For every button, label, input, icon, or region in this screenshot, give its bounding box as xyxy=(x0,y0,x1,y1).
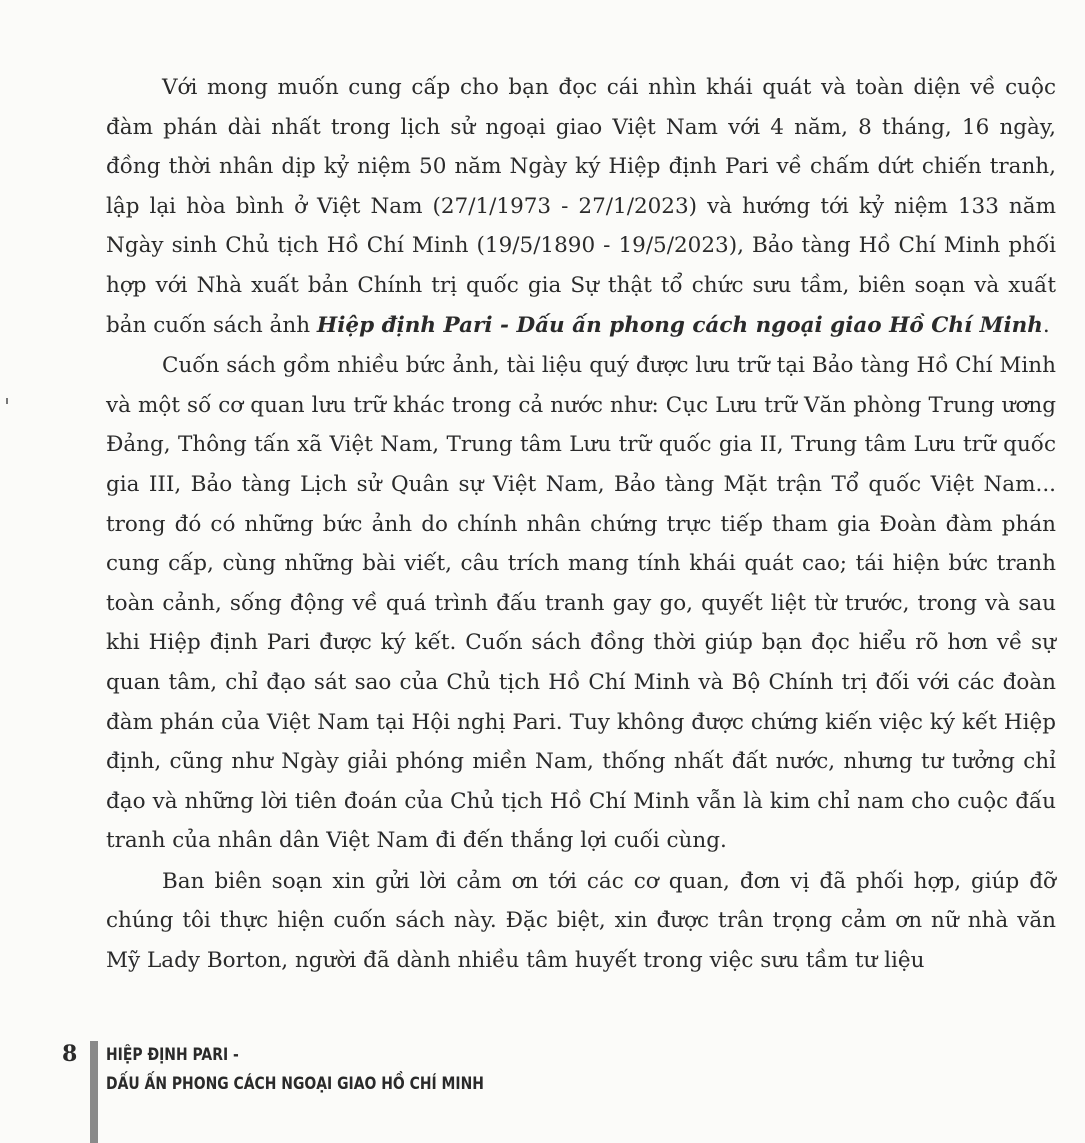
scan-mark xyxy=(6,398,8,404)
running-title xyxy=(106,1041,484,1099)
intro-text: Với mong muốn cung cấp cho bạn đọc cái nhìn khái quát và toàn diện về cuộc đàm phán dài nhất trong lịch sử ngoại giao Việt Nam với 4 năm, 8 tháng, 16 ngày, đồng thời nhân dịp kỷ niệm 50 năm Ngày ký Hiệp định Pari về chấm dứt chiến tranh, lập lại hòa bình ở Việt Nam (27/1/1973 - 27/1/2023) và hướng tới kỷ niệm 133 năm Ngày sinh Chủ tịch Hồ Chí Minh (19/5/1890 - 19/5/2023), Bảo tàng Hồ Chí Minh phối hợp với Nhà xuất bản Chính trị quốc gia Sự thật tổ chức sưu tầm, biên soạn và xuất bản cuốn sách ảnh xyxy=(106,75,1056,338)
book-title-emphasis: Hiệp định Pari - Dấu ấn phong cách ngoại giao Hồ Chí Minh xyxy=(316,312,1043,338)
running-title-line-2: DẤU ẤN PHONG CÁCH NGOẠI GIAO HỒ CHÍ MINH xyxy=(106,1074,484,1094)
running-title-line-1: HIỆP ĐỊNH PARI - xyxy=(106,1045,239,1065)
paragraph-intro xyxy=(106,68,1056,345)
page-number: 8 xyxy=(62,1041,78,1067)
intro-period: . xyxy=(1042,312,1050,338)
paragraph-acknowledgement: Ban biên soạn xin gửi lời cảm ơn tới các cơ quan, đơn vị đã phối hợp, giúp đỡ chúng tôi thực hiện cuốn sách này. Đặc biệt, xin được trân trọng cảm ơn nữ nhà văn Mỹ Lady Borton, người đã dành nhiều tâm huyết trong việc sưu tầm tư liệu xyxy=(106,868,1056,974)
footer-divider-bar xyxy=(90,1041,98,1143)
page-footer xyxy=(0,1037,1085,1143)
paragraph-content-description: Cuốn sách gồm nhiều bức ảnh, tài liệu quý được lưu trữ tại Bảo tàng Hồ Chí Minh và một số cơ quan lưu trữ khác trong cả nước như: Cục Lưu trữ Văn phòng Trung ương Đảng, Thông tấn xã Việt Nam, Trung tâm Lưu trữ quốc gia II, Trung tâm Lưu trữ quốc gia III, Bảo tàng Lịch sử Quân sự Việt Nam, Bảo tàng Mặt trận Tổ quốc Việt Nam... trong đó có những bức ảnh do chính nhân chứng trực tiếp tham gia Đoàn đàm phán cung cấp, cùng những bài viết, câu trích mang tính khái quát cao; tái hiện bức tranh toàn cảnh, sống động về quá trình đấu tranh gay go, quyết liệt từ trước, trong và sau khi Hiệp định Pari được ký kết. Cuốn sách đồng thời giúp bạn đọc hiểu rõ hơn về sự quan tâm, chỉ đạo sát sao của Chủ tịch Hồ Chí Minh và Bộ Chính trị đối với các đoàn đàm phán của Việt Nam tại Hội nghị Pari. Tuy không được chứng kiến việc ký kết Hiệp định, cũng như Ngày giải phóng miền Nam, thống nhất đất nước, nhưng tư tưởng chỉ đạo và những lời tiên đoán của Chủ tịch Hồ Chí Minh vẫn là kim chỉ nam cho cuộc đấu tranh của nhân dân Việt Nam đi đến thắng lợi cuối cùng. xyxy=(106,353,1056,854)
body-text xyxy=(106,68,1056,982)
